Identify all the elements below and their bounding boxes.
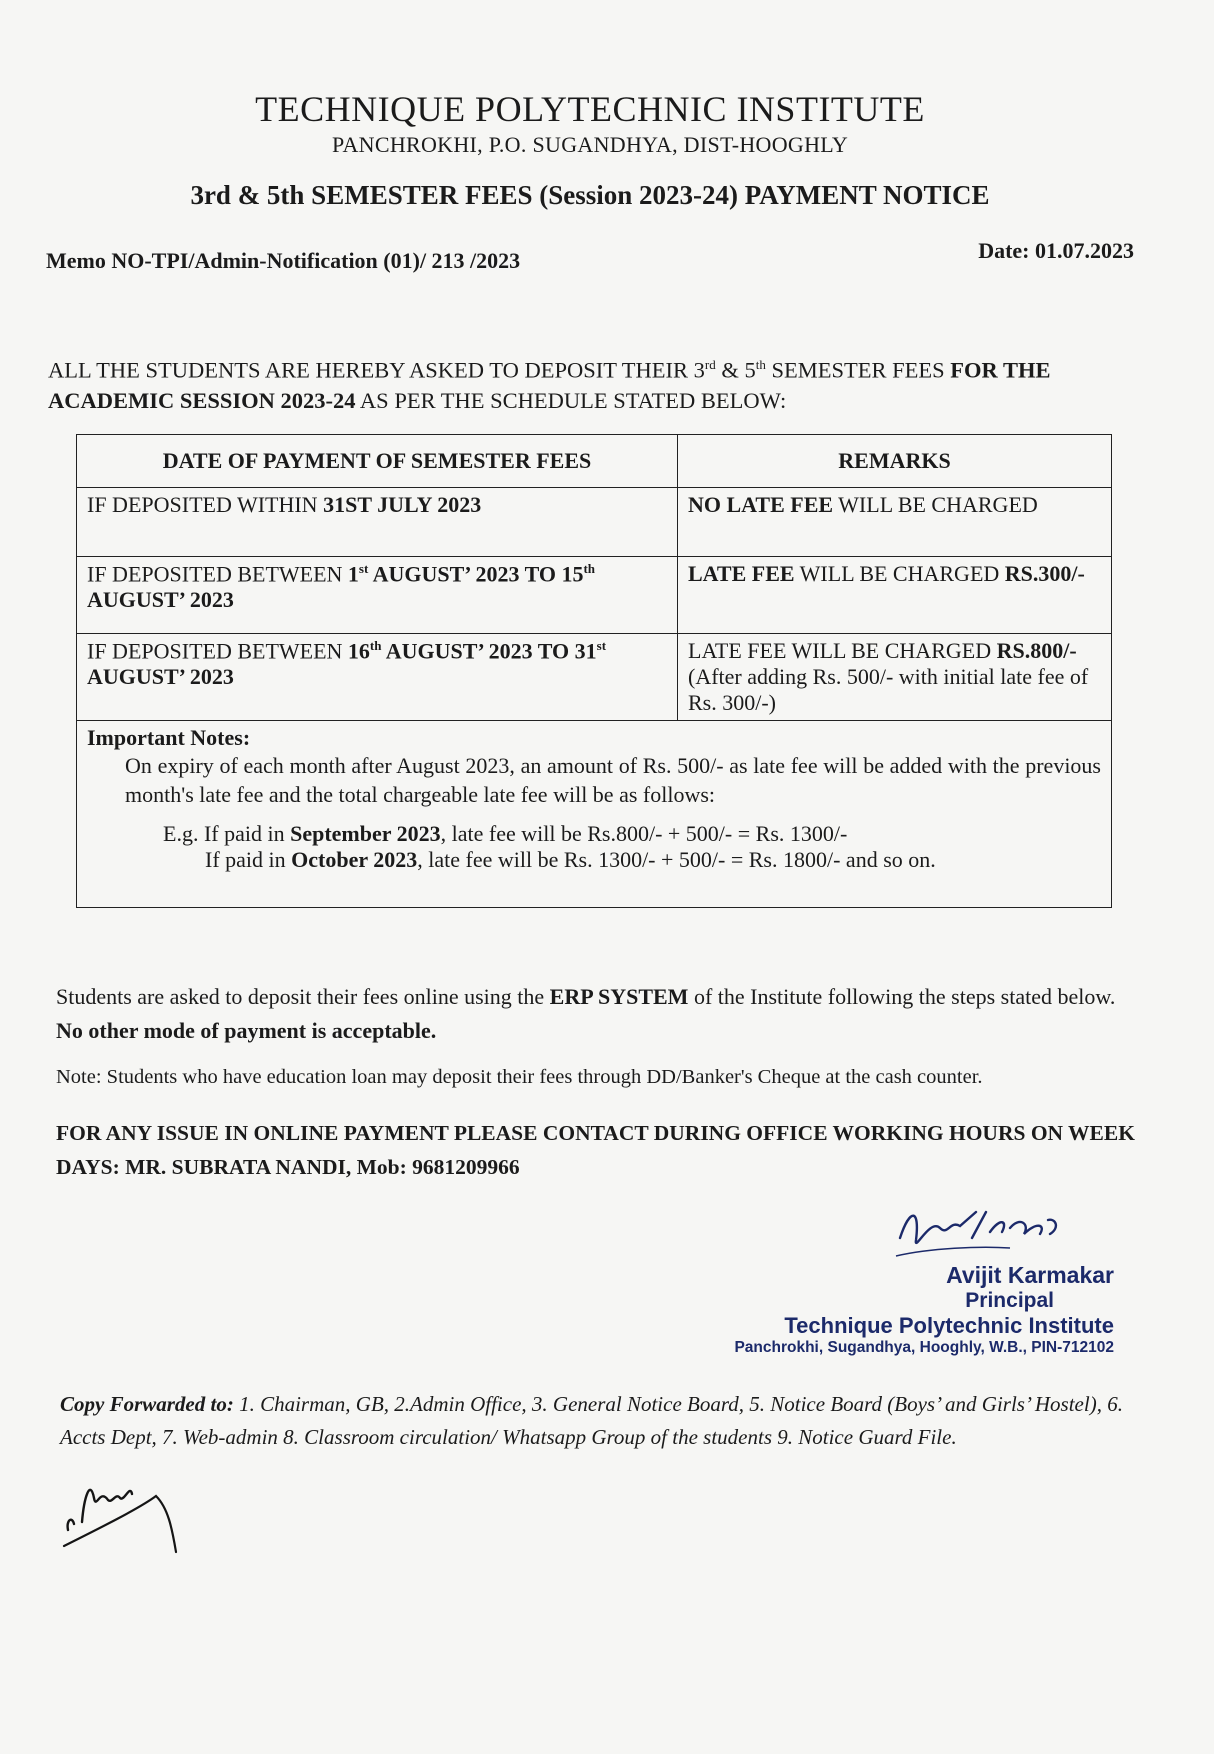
signatory-address: Panchrokhi, Sugandhya, Hooghly, W.B., PIN-712102: [734, 1339, 1114, 1356]
row2-date-bold-2: AUGUST’ 2023 TO 15: [368, 561, 584, 587]
row1-remark-cell: [678, 488, 1112, 557]
row1-date-cell: [77, 488, 678, 557]
table-row-notes: [77, 721, 1112, 908]
row2-date-sup-1: st: [358, 561, 369, 576]
signatory-role: Principal: [965, 1289, 1054, 1312]
example-1-month: September 2023: [290, 821, 441, 846]
row2-remark-text: WILL BE CHARGED: [794, 561, 1005, 586]
signatory-name: Avijit Karmakar: [946, 1262, 1114, 1288]
institute-address: PANCHROKHI, P.O. SUGANDHYA, DIST-HOOGHLY: [331, 132, 849, 157]
row3-remark-text: LATE FEE WILL BE CHARGED: [688, 638, 997, 663]
important-notes-cell: [77, 721, 1112, 908]
intro-sup-2: th: [755, 357, 766, 372]
payment-erp: ERP SYSTEM: [549, 984, 689, 1009]
example-1-pre: E.g. If paid in: [163, 821, 291, 846]
important-notes-body: On expiry of each month after August 2023, an amount of Rs. 500/- as late fee will be added with the previous month's late fee and the total chargeable late fee will be as follows:: [125, 753, 1101, 807]
payment-mode-warning: No other mode of payment is acceptable.: [56, 1018, 437, 1043]
row2-date-cell: [77, 557, 678, 634]
column-header-date: DATE OF PAYMENT OF SEMESTER FEES: [77, 435, 678, 488]
institute-name: TECHNIQUE POLYTECHNIC INSTITUTE: [255, 89, 925, 129]
intro-text-2: & 5: [715, 357, 756, 383]
row2-date-text: IF DEPOSITED BETWEEN: [87, 561, 348, 587]
table-row: [77, 488, 1112, 557]
notice-date: Date: 01.07.2023: [978, 238, 1134, 263]
row3-remark-amount: RS.800/-: [996, 638, 1077, 663]
row1-remark-text: WILL BE CHARGED: [833, 492, 1038, 517]
row2-date-bold-3: AUGUST’ 2023: [87, 587, 234, 613]
example-1-post: , late fee will be Rs.800/- + 500/- = Rs. 1300/-: [440, 821, 848, 846]
row2-remark-amount: RS.300/-: [1004, 561, 1085, 586]
column-header-remarks: REMARKS: [678, 435, 1112, 488]
row1-remark-bold: NO LATE FEE: [688, 492, 834, 517]
payment-paragraph: [56, 980, 1136, 1048]
loan-note: Note: Students who have education loan may deposit their fees through DD/Banker's Cheque at the cash counter.: [56, 1066, 983, 1088]
initials-signature-icon: [60, 1458, 190, 1558]
row3-remark-detail: (After adding Rs. 500/- with initial late fee of Rs. 300/-): [688, 664, 1089, 715]
row3-date-cell: [77, 634, 678, 721]
row3-date-text: IF DEPOSITED BETWEEN: [87, 638, 348, 664]
row3-date-bold-2: AUGUST’ 2023 TO 31: [381, 638, 597, 664]
copy-forwarded-label: Copy Forwarded to:: [60, 1392, 234, 1416]
table-header-row: [77, 435, 1112, 488]
signatory-institute: Technique Polytechnic Institute: [784, 1313, 1114, 1338]
row2-date-bold-1: 1: [347, 561, 359, 587]
example-2-pre: If paid in: [205, 847, 292, 872]
row1-date-bold: 31ST JULY 2023: [323, 492, 482, 517]
intro-text-3: SEMESTER FEES: [765, 357, 951, 383]
table-row: [77, 557, 1112, 634]
row2-date-sup-2: th: [583, 561, 596, 576]
row2-remark-cell: [678, 557, 1112, 634]
notice-title: 3rd & 5th SEMESTER FEES (Session 2023-24) PAYMENT NOTICE: [190, 180, 990, 210]
principal-signature-icon: [890, 1198, 1070, 1268]
example-2-post: , late fee will be Rs. 1300/- + 500/- = Rs. 1800/- and so on.: [417, 847, 936, 872]
row3-date-sup-2: st: [596, 638, 607, 653]
row2-remark-bold: LATE FEE: [688, 561, 795, 586]
payment-text-2: of the Institute following the steps stated below.: [688, 984, 1116, 1009]
example-2-month: October 2023: [291, 847, 418, 872]
example-october: [87, 847, 1101, 873]
payment-text-1: Students are asked to deposit their fees online using the: [56, 984, 550, 1009]
intro-text-1: ALL THE STUDENTS ARE HEREBY ASKED TO DEPOSIT THEIR 3: [48, 357, 705, 383]
row1-date-text: IF DEPOSITED WITHIN: [87, 492, 324, 517]
copy-forwarded: [60, 1388, 1138, 1454]
row3-date-bold-3: AUGUST’ 2023: [87, 664, 234, 690]
copy-forwarded-list: 1. Chairman, GB, 2.Admin Office, 3. General Notice Board, 5. Notice Board (Boys’ and Girls’ Hostel), 6. Accts Dept, 7. Web-admin 8. Classroom circulation/ Whatsapp Group of the students 9. Notice Guard File.: [60, 1392, 1123, 1449]
row3-date-sup-1: th: [369, 638, 382, 653]
table-row: [77, 634, 1112, 721]
fee-schedule-table: [76, 434, 1112, 908]
important-notes-title: Important Notes:: [87, 725, 251, 750]
signatory-block: [734, 1262, 1114, 1357]
intro-text-4: AS PER THE SCHEDULE STATED BELOW:: [355, 387, 787, 413]
example-september: [87, 821, 1101, 847]
memo-number: Memo NO-TPI/Admin-Notification (01)/ 213 /2023: [46, 248, 521, 273]
row3-date-bold-1: 16: [347, 638, 370, 664]
contact-paragraph: FOR ANY ISSUE IN ONLINE PAYMENT PLEASE CONTACT DURING OFFICE WORKING HOURS ON WEEK DAYS: MR. SUBRATA NANDI, Mob: 9681209966: [56, 1121, 1135, 1179]
row3-remark-cell: [678, 634, 1112, 721]
intro-sup-1: rd: [704, 357, 716, 372]
intro-paragraph: [48, 350, 1148, 416]
intro-bold: FOR THE ACADEMIC SESSION 2023-24: [48, 357, 1051, 413]
